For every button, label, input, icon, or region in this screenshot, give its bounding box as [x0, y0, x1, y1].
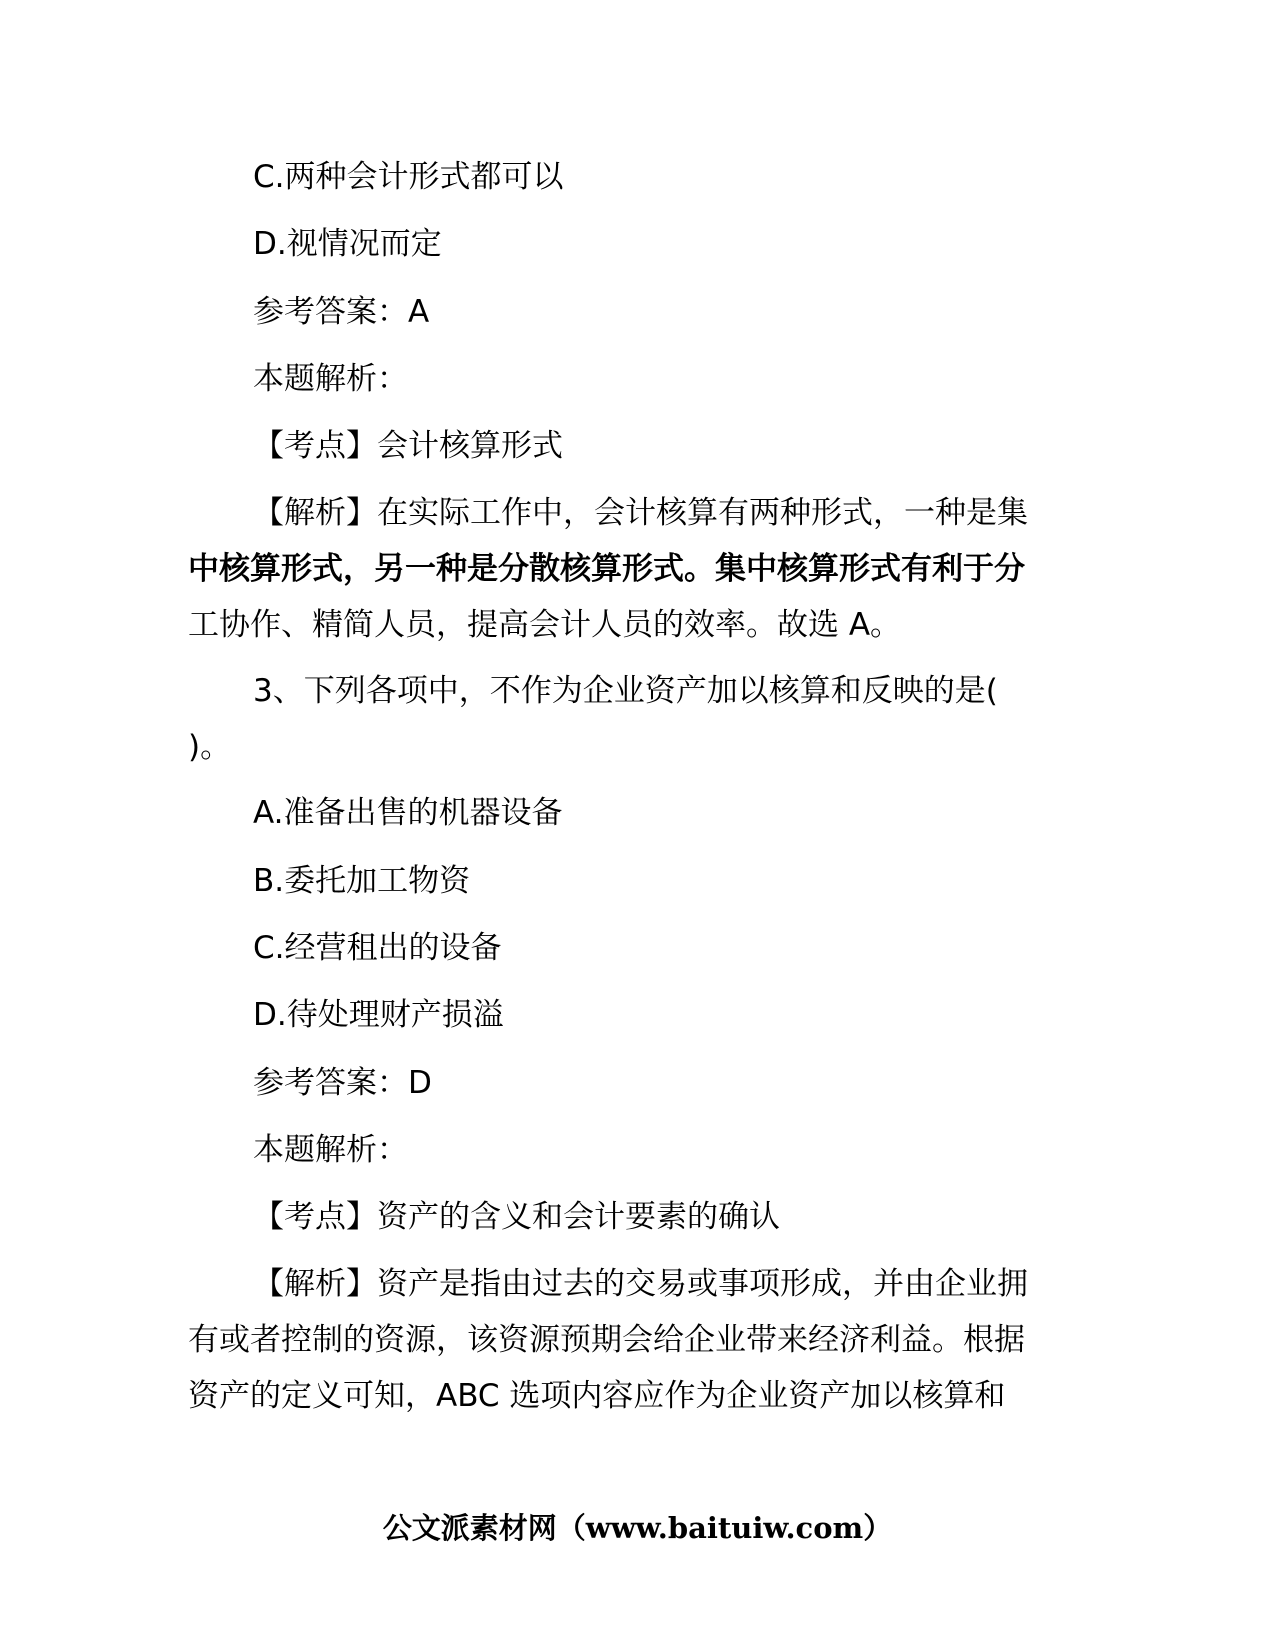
- option-c-q3: C.经营租出的设备: [253, 930, 502, 966]
- page-footer: 公文派素材网（www.baituiw.com）: [382, 1511, 893, 1545]
- option-d-q2: D.视情况而定: [253, 226, 442, 262]
- question-3-line2: )。: [188, 729, 232, 765]
- explanation-q2-line2: 中核算形式，另一种是分散核算形式。集中核算形式有利于分: [188, 551, 1025, 587]
- option-b-q3: B.委托加工物资: [253, 863, 471, 899]
- explanation-q3-line3: 资产的定义可知，ABC 选项内容应作为企业资产加以核算和: [188, 1378, 1006, 1414]
- answer-q3: 参考答案：D: [253, 1065, 432, 1101]
- explanation-q2-line3: 工协作、精简人员，提高会计人员的效率。故选 A。: [188, 607, 902, 643]
- option-d-q3: D.待处理财产损溢: [253, 997, 504, 1033]
- answer-q2: 参考答案：A: [253, 294, 430, 330]
- explanation-q3-line2: 有或者控制的资源，该资源预期会给企业带来经济利益。根据: [188, 1322, 1025, 1358]
- question-3-line1: 3、下列各项中，不作为企业资产加以核算和反映的是(: [253, 673, 998, 709]
- explanation-q3-line1: 【解析】资产是指由过去的交易或事项形成，并由企业拥: [253, 1266, 1028, 1302]
- option-a-q3: A.准备出售的机器设备: [253, 795, 563, 831]
- explanation-q2-line1: 【解析】在实际工作中，会计核算有两种形式，一种是集: [253, 495, 1028, 531]
- topic-q3: 【考点】资产的含义和会计要素的确认: [253, 1199, 780, 1235]
- analysis-heading-q3: 本题解析：: [253, 1132, 408, 1168]
- analysis-heading-q2: 本题解析：: [253, 361, 408, 397]
- option-c-q2: C.两种会计形式都可以: [253, 159, 564, 195]
- topic-q2: 【考点】会计核算形式: [253, 428, 563, 464]
